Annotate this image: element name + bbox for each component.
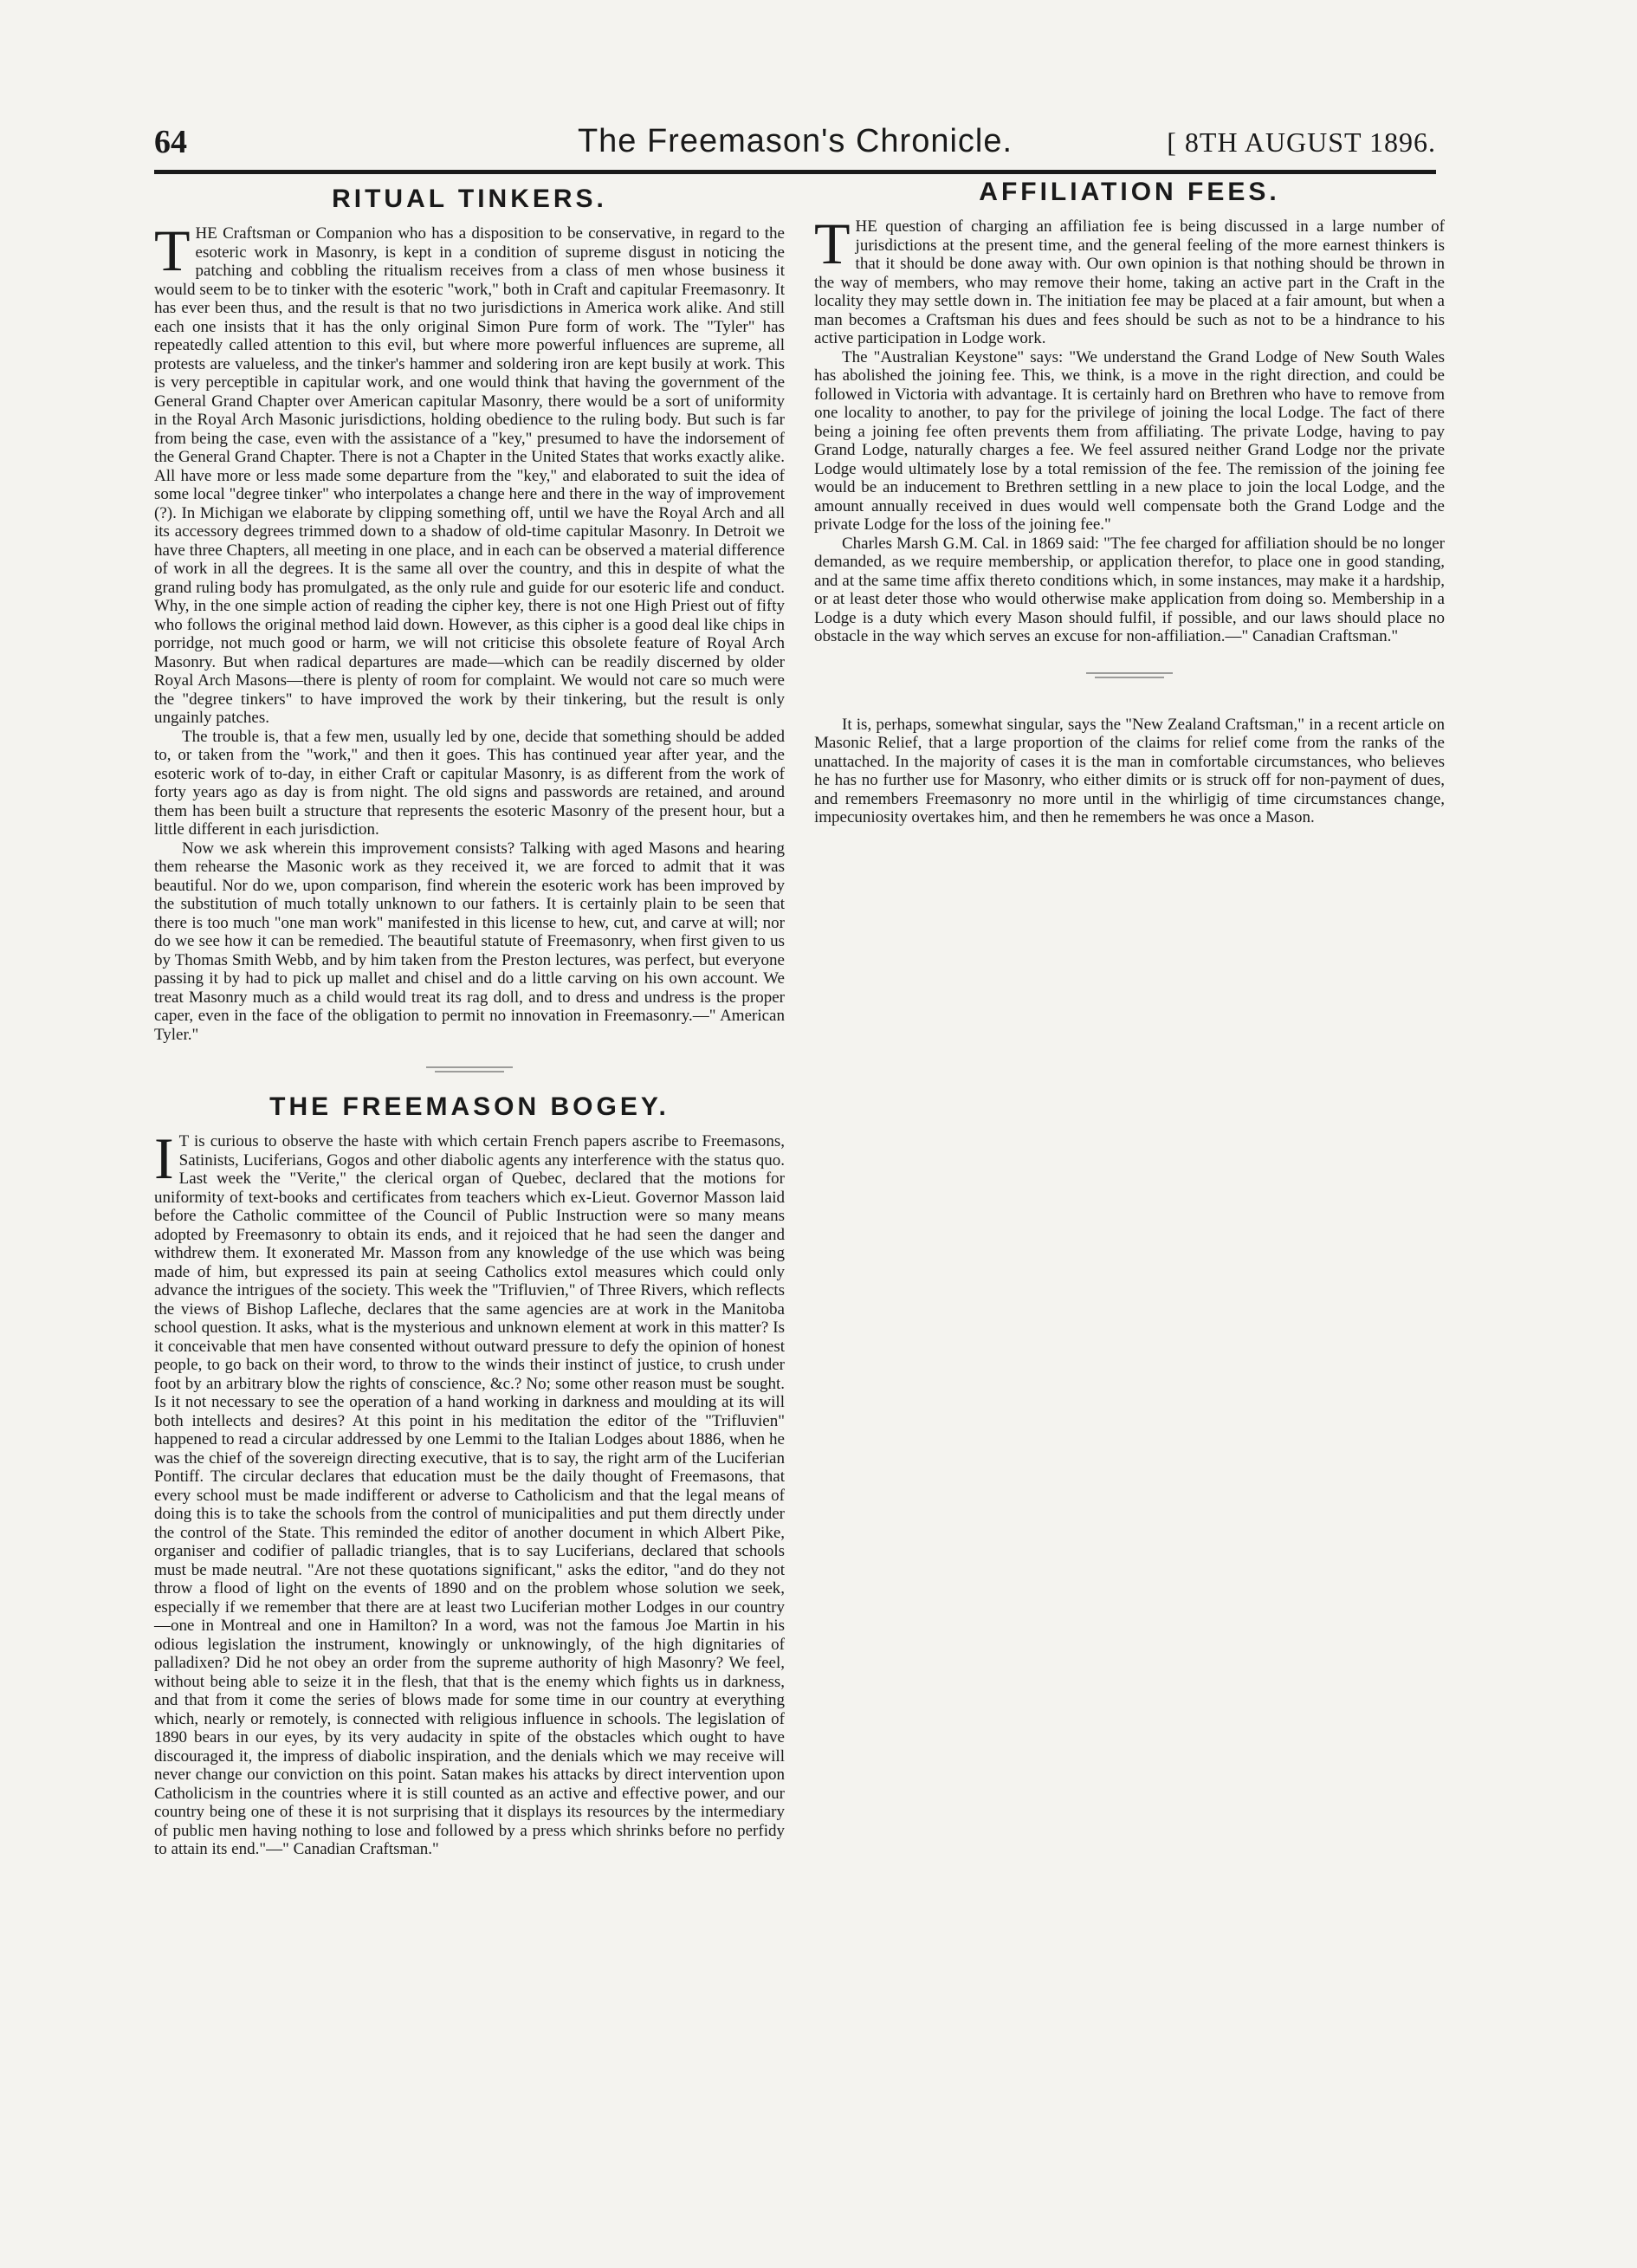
issue-date: [ 8TH AUGUST 1896. xyxy=(1167,126,1436,158)
page-number: 64 xyxy=(154,124,187,160)
article-title: THE FREEMASON BOGEY. xyxy=(269,1092,670,1121)
right-column xyxy=(814,178,1445,827)
article-paragraph: THE question of charging an affiliation fee is being discussed in a large number of jurisdictions at the present time, and the general feeling of the more earnest thinkers is that it should be done away with. Our own opinion is that nothing should be thrown in the way of members, who may remove their home, taking an active part in the Craft in the locality they may settle down in. The initiation fee may be placed at a fair amount, but when a man becomes a Craftsman his dues and fees should be such as not to be a hindrance to his active participation in Lodge work. xyxy=(814,211,1445,347)
article-paragraph: I T is curious to observe the haste with which certain French papers ascribe to Freemasons, Satinists, Luciferians, Gogos and other diabolic agents any interference with the status quo. Last week the "Verite," the clerical organ of Quebec, declared that the motions for uniformity of text-books and certificates from teachers which ex-Lieut. Governor Masson laid before the Catholic committee of the Council of Public Instruction were so many means adopted by Freemasonry to obtain its ends, and it rejoiced that he had seen the danger and withdrew them. It exonerated Mr. Masson from any knowledge of the use which was being made of him, but expressed its pain at seeing Catholics extol measures which could only advance the intrigues of the society. This week the "Trifluvien," of Three Rivers, which reflects the views of Bishop Lafleche, declares that the same agencies are at work in the Manitoba school question. It asks, what is the mysterious and unknown element at work in this matter? Is it conceivable that men have consented without outward pressure to defy the opinion of honest people, to go back on their word, to throw to the winds their instinct of justice, to crush under foot by an arbitrary blow the rights of conscience, &c.? No; some other reason must be sought. Is it not necessary to see the operation of a hand working in darkness and moulding at its will both intellects and desires? At this point in his meditation the editor of the "Trifluvien" happened to read a circular addressed by one Lemmi to the Italian Lodges about 1886, when he was the chief of the sovereign directing executive, that is to say, the right arm of the Luciferian Pontiff. The circular declares that education must be the daily thought of Freemasons, that every school must be made indifferent or adverse to Catholicism and that the legal means of doing this is to take the schools from the control of municipalities and put them directly under the control of the State. This reminded the editor of another document in which Albert Pike, organiser and codifier of palladic triangles, that is to say Luciferians, declared that schools must be made neutral. "Are not these quotations significant," asks the editor, "and do they not throw a flood of light on the events of 1890 and on the problem whose solution we seek, especially if we remember that there are at least two Luciferian mother Lodges in our country—one in Montreal and one in Hamilton? In a word, was not the famous Joe Martin in his odious legislation the instrument, knowingly or unknowingly, of the high dignitaries of palladixen? Did he not obey an order from the supreme authority of high Masonry? We feel, without being able to seize it in the flesh, that that is the enemy which fights us in darkness, and that from it come the series of blows made for some time in our country at everything which, nearly or remotely, is connected with religious influence in schools. The legislation of 1890 bears in our eyes, by its very audacity in spite of the obstacles which ought to have discouraged it, the impress of diabolic inspiration, and the denials which we may receive will never change our conviction on this point. Satan makes his attacks by direct intervention upon Catholicism in the countries where it is still counted as an active and effective power, and our country being one of these it is not surprising that it displays its resources by the intermediary of public men having nothing to lose and followed by a press which shrinks before no perfidy to attain its end."—" Canadian Craftsman." xyxy=(154,1125,785,1858)
drop-cap: T xyxy=(154,217,191,283)
article-paragraph: The "Australian Keystone" says: "We understand the Grand Lodge of New South Wales has abolished the joining fee. This, we think, is a move in the right direction, and could be followed in Victoria with advantage. It is certainly hard on Brethren who have to remove from one locality to another, to pay for the privilege of joining the local Lodge. The fact of there being a joining fee often prevents them from affiliating. The private Lodge, having to pay Grand Lodge, naturally charges a fee. We feel assured neither Grand Lodge nor the private Lodge would ultimately lose by a total remission of the fee. The remission of the joining fee would be an inducement to Brethren settling in a new place to join the local Lodge, and the amount annually received in dues would well compensate both the Grand Lodge and the private Lodge for the loss of the joining fee." xyxy=(814,347,1445,534)
article-paragraph: The trouble is, that a few men, usually led by one, decide that something should be added to, or taken from the "work," and then it goes. This has continued year after year, and the esoteric work of to-day, in either Craft or capitular Masonry, is as different from the work of forty years ago as day is from night. The old signs and passwords are retained, and around them has been built a structure that represents the esoteric Masonry of the present hour, but a little different in each jurisdiction. xyxy=(154,727,785,839)
drop-cap: I xyxy=(154,1125,174,1191)
article-masonic-relief xyxy=(814,716,1445,827)
drop-cap: T xyxy=(814,211,851,276)
left-column xyxy=(154,178,785,1859)
section-divider xyxy=(1086,671,1173,681)
article-affiliation-fees xyxy=(814,178,1445,646)
article-ritual-tinkers xyxy=(154,185,785,1044)
masthead-title: The Freemason's Chronicle. xyxy=(577,123,1013,159)
section-divider xyxy=(426,1065,513,1075)
article-paragraph: Charles Marsh G.M. Cal. in 1869 said: "The fee charged for affiliation should be no longer demanded, as we require membership, or application therefor, to place one in good standing, and at the same time affix thereto conditions which, in some instances, may make it a hardship, or at least deter those who would otherwise make application from doing so. Membership in a Lodge is a duty which every Mason should fulfil, if possible, and our laws should place no obstacle in the way which serves an excuse for non-affiliation.—" Canadian Craftsman." xyxy=(814,534,1445,645)
article-title: AFFILIATION FEES. xyxy=(979,178,1280,206)
header-rule xyxy=(154,170,1436,174)
article-paragraph: It is, perhaps, somewhat singular, says the "New Zealand Craftsman," in a recent article on Masonic Relief, that a large proportion of the claims for relief come from the ranks of the unattached. In the majority of cases it is the man in comfortable circumstances, who believes he has no further use for Masonry, who either dimits or is struck off for non-payment of dues, and remembers Freemasonry no more until in the whirligig of time circumstances change, impecuniosity overtakes him, and then he remembers he was once a Mason. xyxy=(814,715,1445,826)
page-header xyxy=(154,123,1436,166)
article-title: RITUAL TINKERS. xyxy=(332,185,607,213)
article-freemason-bogey xyxy=(154,1092,785,1859)
article-paragraph: THE Craftsman or Companion who has a disposition to be conservative, in regard to the esoteric work in Masonry, is kept in a condition of supreme disgust in noticing the patching and cobbling the ritualism receives from a class of men whose business it would seem to be to tinker with the esoteric "work," both in Craft and capitular Freemasonry. It has ever been thus, and the result is that no two jurisdictions in America work alike. And still each one insists that it has the only original Simon Pure form of work. The "Tyler" has repeatedly called attention to this evil, but where more powerful influences are supreme, all protests are valueless, and the tinker's hammer and soldering iron are kept busily at work. This is very perceptible in capitular work, and one would think that having the government of the General Grand Chapter over American capitular Masonry, there would be a sort of uniformity in the Royal Arch Masonic jurisdictions, holding obedience to the ruling body. But such is far from being the case, even with the assistance of a "key," presumed to have the indorsement of the General Grand Chapter. There is not a Chapter in the United States that works exactly alike. All have more or less made some departure from the "key," and elaborated to suit the idea of some local "degree tinker" who interpolates a change here and there in the way of improvement (?). In Michigan we elaborate by clipping something off, until we have the Royal Arch and all its accessory degrees trimmed down to a shadow of old-time capitular Masonry. In Detroit we have three Chapters, all meeting in one place, and in each can be observed a material difference of work in all the degrees. It is the same all over the country, and this in despite of what the grand ruling body has promulgated, as the only rule and guide for our esoteric life and conduct. Why, in the one simple action of reading the cipher key, there is not one High Priest out of fifty who follows the original method laid down. However, as this cipher is a good deal like chips in porridge, not much good or harm, we will not criticise this obsolete feature of Royal Arch Masonry. But when radical departures are made—which can be readily discerned by older Royal Arch Masons—there is plenty of room for complaint. We would not care so much were the "degree tinkers" to have improved the work by their tinkering, but the result is only ungainly patches. xyxy=(154,217,785,727)
article-paragraph: Now we ask wherein this improvement consists? Talking with aged Masons and hearing them rehearse the Masonic work as they received it, we are forced to admit that it was beautiful. Nor do we, upon comparison, find wherein the esoteric work has been improved by the substitution of much totally unknown to our fathers. It is certainly plain to be seen that there is too much "one man work" manifested in this license to hew, cut, and carve at will; nor do we see how it can be remedied. The beautiful statute of Freemasonry, when first given to us by Thomas Smith Webb, and by him taken from the Preston lectures, was perfect, but everyone passing it by had to pick up mallet and chisel and do a little carving on his own account. We treat Masonry much as a child would treat its rag doll, and to dress and undress is the proper caper, even in the face of the obligation to permit no innovation in Freemasonry.—" American Tyler." xyxy=(154,839,785,1044)
